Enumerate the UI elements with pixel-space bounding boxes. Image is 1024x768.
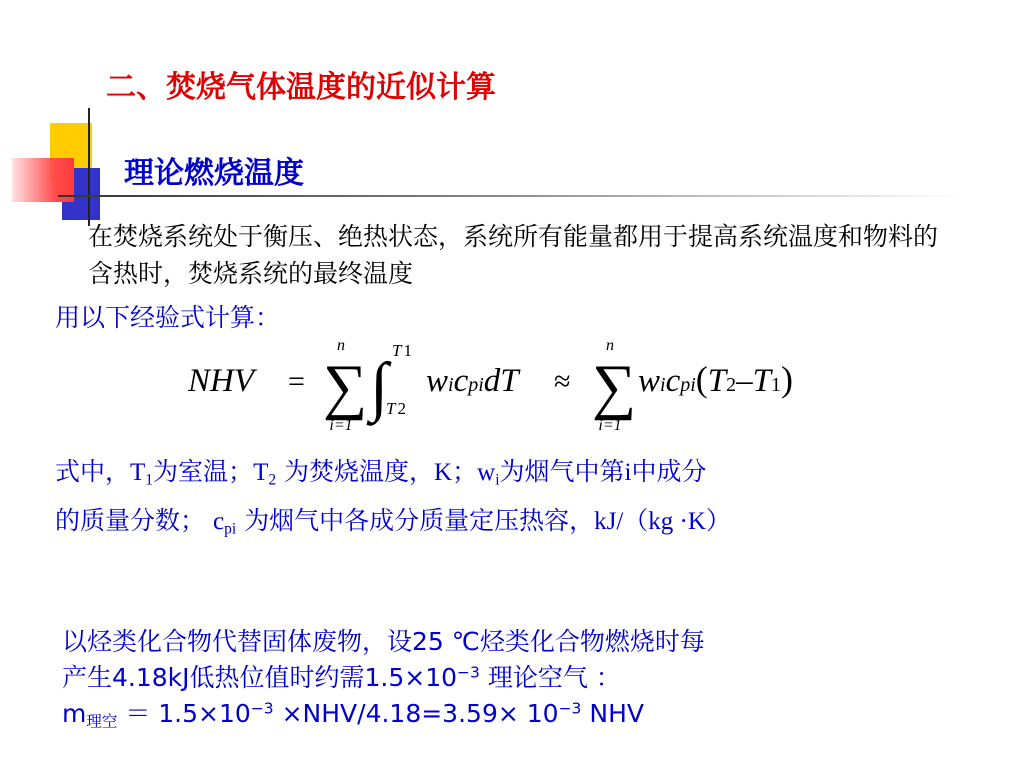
example-line-2: 产生4.18kJ低热位值时约需$1.5\times 10^{-3}$ 理论空气 ： (62, 663, 621, 692)
var-t1: $T_1$ (130, 459, 154, 489)
unit-heat-capacity: kJ/（kg ·K） (594, 508, 731, 535)
slide-title: 二、焚烧气体温度的近似计算 (106, 70, 496, 105)
sum-term: wicpi(T2–T1) (638, 359, 794, 399)
sigma1-upper: n (337, 337, 345, 354)
sigma1-symbol: ∑ (323, 353, 368, 421)
example-line-1: 以烃类化合物代替固体废物，设25 ℃烃类化合物燃烧时每 (62, 627, 705, 656)
var-cpi: $c_{pi}$ (212, 508, 237, 538)
sigma2-symbol: ∑ (592, 353, 637, 421)
unit-kelvin: K (434, 459, 453, 486)
body-paragraph: 在焚烧系统处于衡压、绝热状态，系统所有能量都用于提高系统温度和物料的含热时，焚烧系统的最终温度 (88, 222, 939, 288)
formula-approx: ≈ (554, 365, 571, 398)
integral-upper: T 1 (392, 341, 412, 360)
formula-lead-in: 用以下经验式计算： (55, 303, 281, 332)
definitions-line-1: 式中，$T_1$为室温；$T_2$ 为焚烧温度，K；$w_i$为烟气中第i中成分 (55, 457, 707, 489)
decor-horizontal-rule (58, 195, 964, 197)
formula-lhs: NHV (188, 363, 254, 399)
decor-vertical-line (88, 108, 90, 226)
example-line-3: $m_{理空} = 1.5\times 10^{-3} \times NHV/4.18=3.59\times 10^{-3}$ NHV (62, 699, 644, 731)
variable-definitions (55, 448, 985, 546)
sigma1-lower: i=1 (329, 417, 353, 434)
var-t2: $T_2$ (253, 459, 277, 489)
var-wi: $w_i$ (477, 459, 500, 489)
integral-lower: T 2 (386, 399, 406, 418)
definitions-line-2: 的质量分数； $c_{pi}$ 为烟气中各成分质量定压热容，kJ/（kg ·K） (55, 506, 731, 538)
example-calculation (62, 624, 962, 732)
section-heading: 理论燃烧温度 (124, 156, 304, 191)
sigma2-lower: i=1 (598, 417, 622, 434)
sigma2-upper: n (606, 337, 614, 354)
integrand: wicpidT (426, 363, 519, 399)
nhv-formula (180, 332, 880, 444)
formula-equals: = (288, 365, 305, 398)
integral-symbol: ∫ (370, 350, 389, 423)
var-i: i (624, 459, 632, 486)
